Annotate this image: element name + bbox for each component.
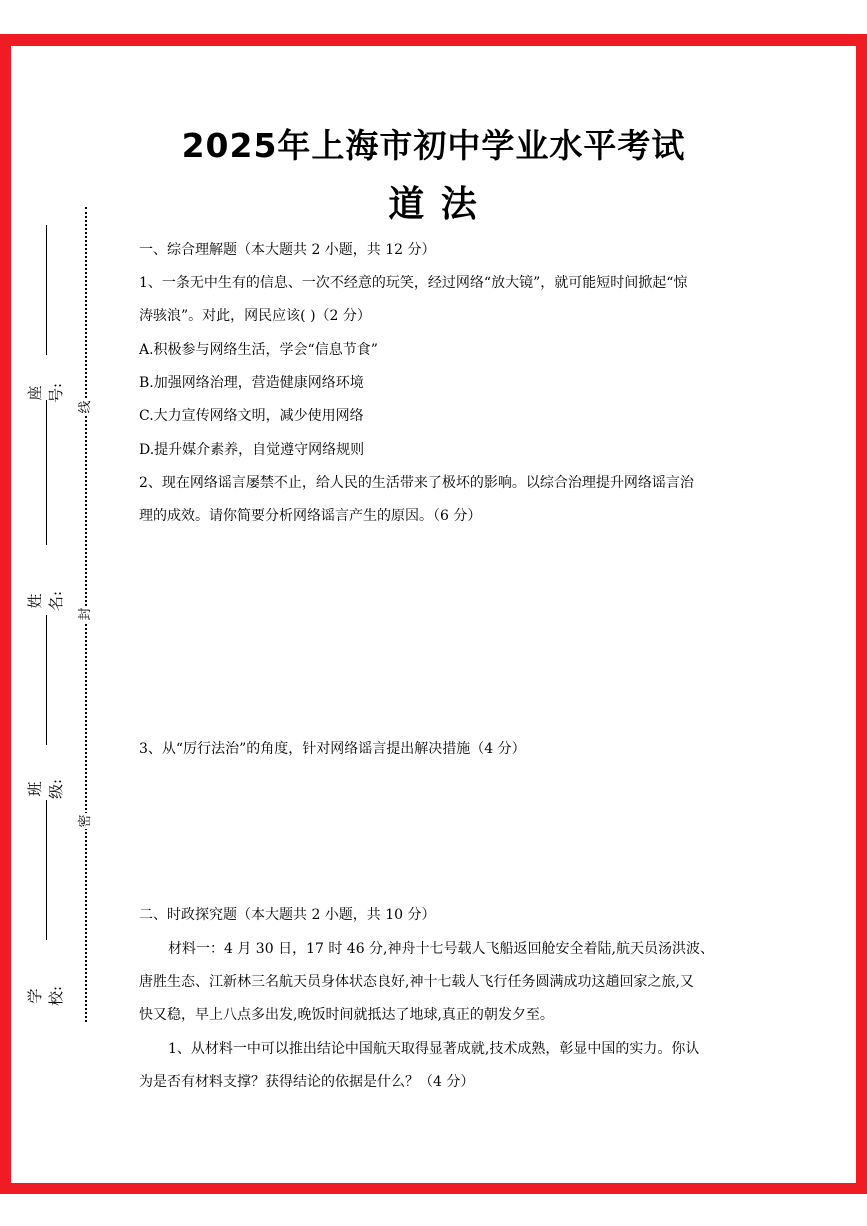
q2-text-line1: 2、现在网络谣言屡禁不止，给人民的生活带来了极坏的影响。以综合治理提升网络谣言治: [139, 475, 694, 491]
section1-heading: 一、综合理解题（本大题共 2 小题，共 12 分）: [139, 242, 436, 258]
seal-mark-line: 线: [78, 400, 93, 414]
material1-line3: 快又稳，早上八点多出发,晚饭时间就抵达了地球,真正的朝发夕至。: [139, 1007, 554, 1023]
s2-q1-text-line2: 为是否有材料支撑？获得结论的依据是什么？（4 分）: [139, 1074, 475, 1090]
material1-line2: 唐胜生态、江新林三名航天员身体状态良好,神十七载人飞行任务圆满成功这趟回家之旅,又: [139, 974, 694, 990]
seat-line-lower: [46, 400, 47, 545]
q2-text-line2: 理的成效。请你简要分析网络谣言产生的原因。（6 分）: [139, 508, 482, 524]
q3-text: 3、从“厉行法治”的角度，针对网络谣言提出解决措施（4 分）: [139, 741, 526, 757]
seat-label: 座号:: [26, 382, 65, 404]
q1-text-line1: 1、一条无中生有的信息、一次不经意的玩笑，经过网络“放大镜”，就可能短时间掀起“惊: [139, 275, 688, 291]
q1-option-a: A.积极参与网络生活，学会“信息节食”: [139, 342, 378, 358]
s2-q1-text-line1: 1、从材料一中可以推出结论中国航天取得显著成就,技术成熟，彰显中国的实力。你认: [168, 1041, 700, 1057]
class-line: [46, 800, 47, 940]
seal-mark-secret: 密: [78, 814, 93, 828]
q1-option-c: C.大力宣传网络文明，减少使用网络: [139, 408, 364, 424]
class-label: 班级:: [26, 778, 65, 800]
q1-option-d: D.提升媒介素养，自觉遵守网络规则: [139, 442, 365, 458]
seat-line: [46, 225, 47, 355]
q1-option-b: B.加强网络治理，营造健康网络环境: [139, 375, 364, 391]
section2-heading: 二、时政探究题（本大题共 2 小题，共 10 分）: [139, 907, 436, 923]
q1-text-line2: 涛骇浪”。对此，网民应该( )（2 分）: [139, 308, 371, 324]
seal-mark-seal: 封: [78, 607, 93, 621]
exam-title: 2025年上海市初中学业水平考试: [181, 126, 686, 165]
subject-title: 道 法: [388, 184, 479, 225]
school-label: 学校:: [26, 985, 65, 1007]
material1-line1: 材料一：4 月 30 日，17 时 46 分,神舟十七号载人飞船返回舱安全着陆,航天员汤洪波、: [168, 941, 714, 957]
name-label: 姓名:: [26, 590, 65, 612]
name-line: [46, 615, 47, 745]
